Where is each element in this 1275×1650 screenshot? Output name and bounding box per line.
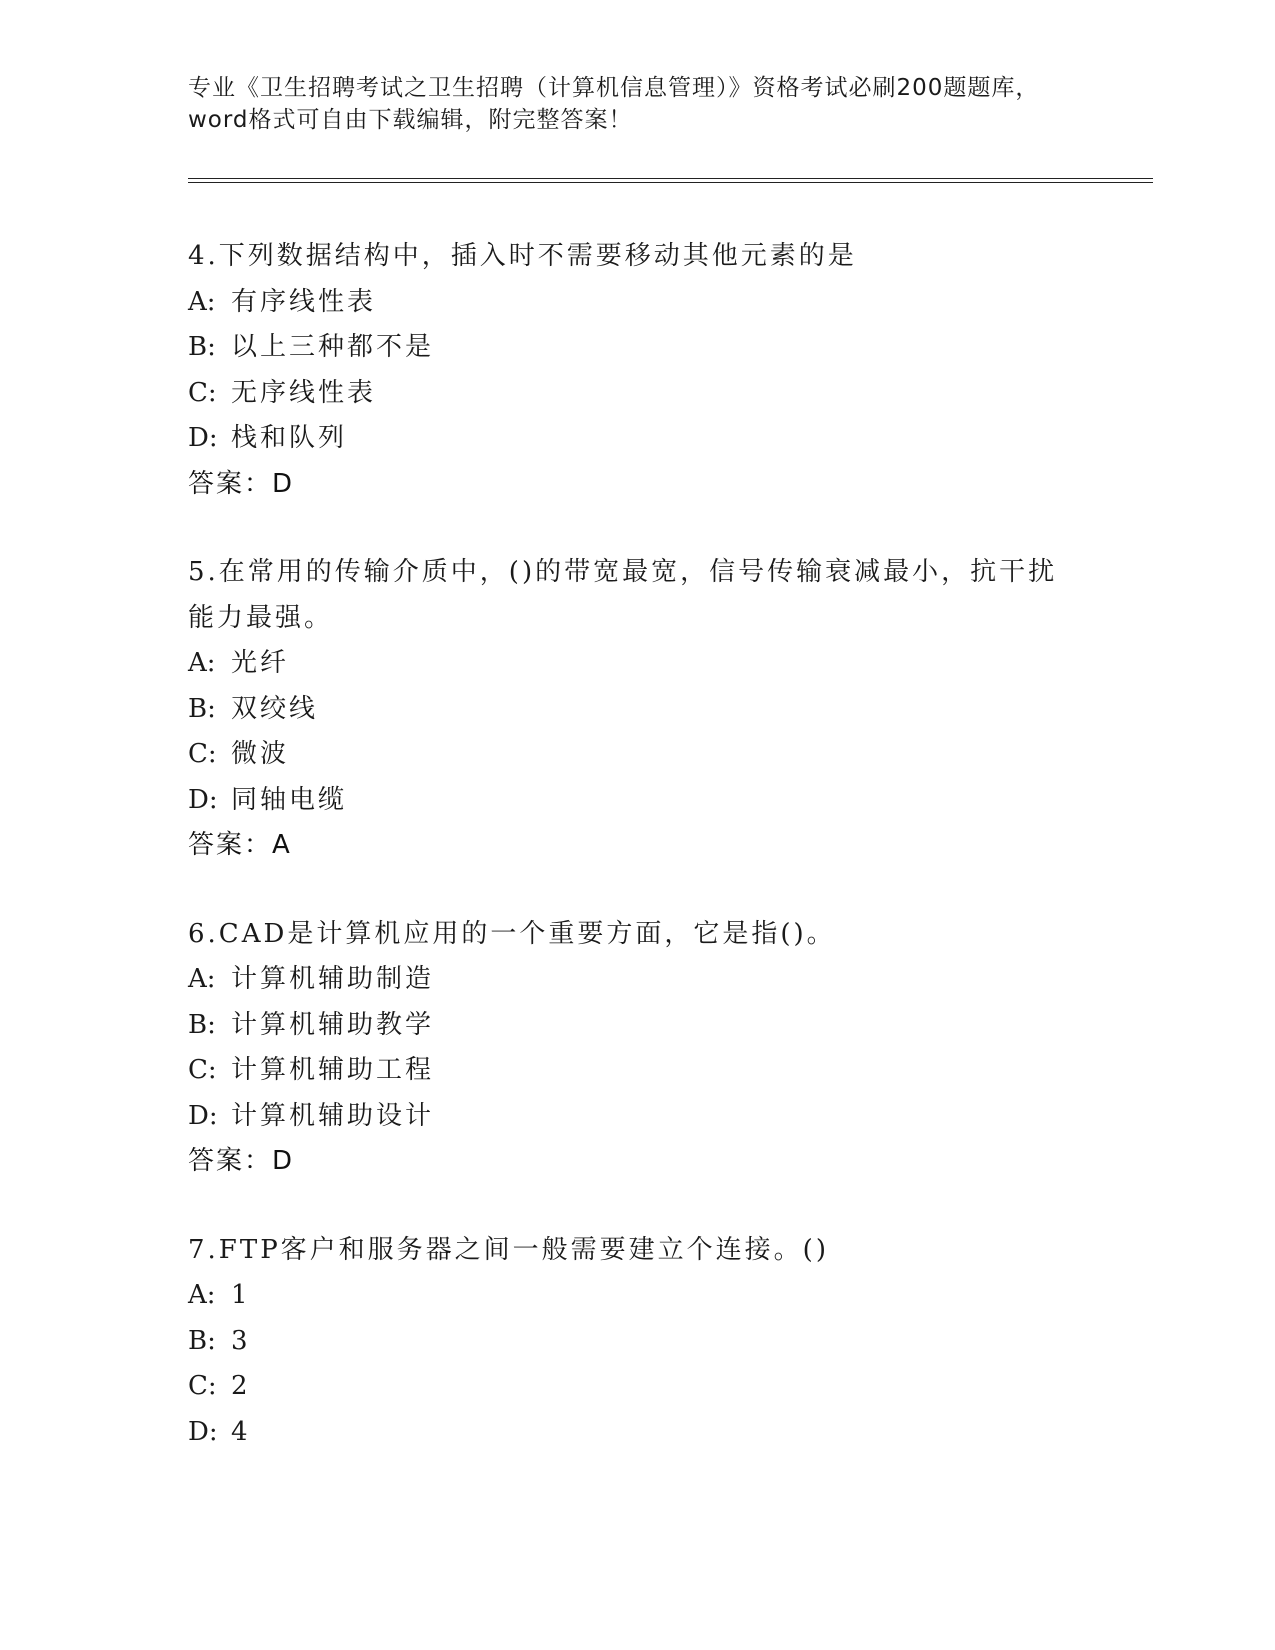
answer-option: [188, 1319, 1088, 1365]
option-key: D:: [188, 1100, 218, 1131]
answer-option: [188, 687, 1088, 733]
option-key: B:: [188, 1325, 216, 1356]
question-block: [188, 550, 1088, 869]
question-stem: 5.在常用的传输介质中，()的带宽最宽，信号传输衰减最小，抗干扰: [188, 557, 1058, 587]
option-key: B:: [188, 332, 216, 362]
option-text: 1: [231, 1280, 251, 1310]
option-text: 栈和队列: [231, 423, 348, 453]
answer-option: [188, 641, 1088, 687]
option-text: 光纤: [231, 648, 290, 678]
header-line-2: word格式可自由下载编辑，附完整答案！: [188, 107, 633, 133]
question-block: [188, 912, 1088, 1185]
answer-option: [188, 1048, 1088, 1094]
option-key: C:: [188, 377, 217, 408]
answer-option: [188, 1003, 1088, 1049]
question-stem: 4.下列数据结构中，插入时不需要移动其他元素的是: [188, 241, 857, 271]
answer-option: [188, 732, 1088, 778]
answer-option: [188, 280, 1088, 326]
option-text: 2: [231, 1371, 251, 1401]
option-text: 有序线性表: [231, 286, 377, 317]
question-block: [188, 234, 1088, 507]
option-text: 以上三种都不是: [231, 332, 435, 362]
question-stem: 6.CAD是计算机应用的一个重要方面，它是指()。: [188, 918, 836, 949]
header-divider-bottom: [188, 182, 1153, 183]
option-key: A:: [188, 964, 216, 994]
question-block: [188, 1228, 1088, 1456]
answer-line: 答案：A: [188, 830, 292, 860]
answer-line: 答案：D: [188, 468, 295, 499]
option-text: 计算机辅助教学: [231, 1009, 435, 1040]
option-text: 计算机辅助工程: [231, 1055, 435, 1085]
answer-line: 答案：D: [188, 1146, 295, 1176]
option-text: 4: [231, 1416, 251, 1447]
answer-option: [188, 957, 1088, 1003]
option-key: A:: [188, 1280, 216, 1310]
option-key: C:: [188, 1055, 217, 1085]
option-key: A:: [188, 648, 216, 678]
option-text: 计算机辅助制造: [231, 964, 435, 994]
option-key: D:: [188, 1416, 218, 1447]
option-key: A:: [188, 286, 216, 317]
document-header: [188, 72, 1088, 136]
answer-option: [188, 1094, 1088, 1140]
option-key: C:: [188, 1371, 217, 1401]
option-key: D:: [188, 423, 218, 453]
answer-option: [188, 416, 1088, 462]
option-key: C:: [188, 739, 217, 769]
option-text: 3: [231, 1325, 251, 1356]
option-text: 计算机辅助设计: [231, 1100, 435, 1131]
answer-option: [188, 1364, 1088, 1410]
option-key: D:: [188, 784, 218, 815]
answer-option: [188, 371, 1088, 417]
header-line-1: 专业《卫生招聘考试之卫生招聘（计算机信息管理）》资格考试必刷200题题库，: [188, 75, 1040, 101]
option-text: 无序线性表: [231, 377, 377, 408]
option-text: 同轴电缆: [231, 784, 348, 815]
option-text: 微波: [231, 739, 290, 769]
question-stem: 7.FTP客户和服务器之间一般需要建立个连接。(): [188, 1234, 829, 1265]
option-key: B:: [188, 1009, 216, 1040]
answer-option: [188, 778, 1088, 824]
option-key: B:: [188, 693, 216, 724]
answer-option: [188, 1273, 1088, 1319]
question-stem: 能力最强。: [188, 602, 334, 633]
header-divider-top: [188, 178, 1153, 179]
question-list: [188, 234, 1088, 1498]
answer-option: [188, 325, 1088, 371]
option-text: 双绞线: [231, 693, 319, 724]
answer-option: [188, 1410, 1088, 1456]
